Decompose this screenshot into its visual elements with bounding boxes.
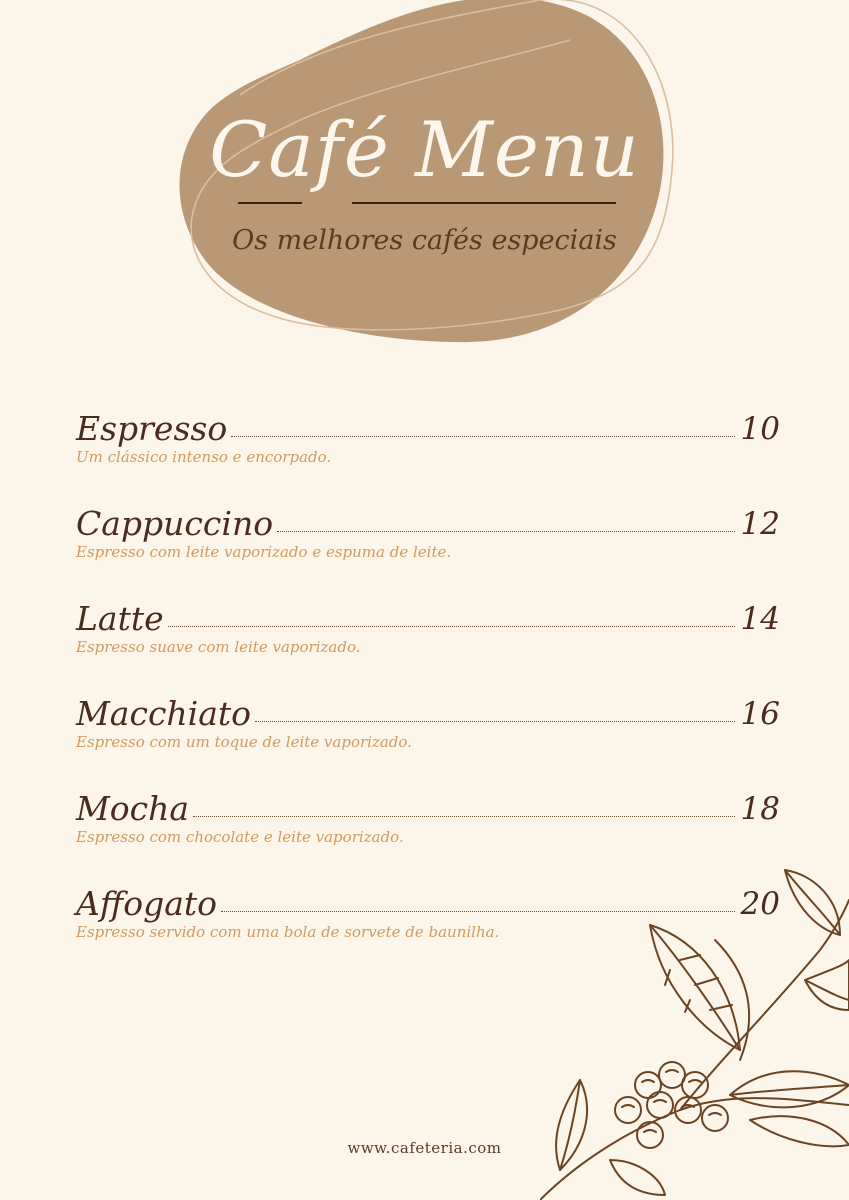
title-underline-left: [238, 202, 302, 204]
item-description: Um clássico intenso e encorpado.: [76, 448, 332, 466]
item-price: 12: [740, 506, 780, 542]
item-name: Latte: [76, 599, 164, 638]
item-name: Affogato: [76, 884, 218, 923]
item-description: Espresso com um toque de leite vaporizado.: [76, 733, 412, 751]
item-price: 10: [740, 411, 780, 447]
item-name: Cappuccino: [76, 504, 274, 543]
menu-item-latte: [76, 595, 780, 665]
dot-leader: [231, 435, 734, 437]
item-price: 16: [740, 696, 780, 732]
item-name: Espresso: [76, 409, 228, 448]
item-description: Espresso suave com leite vaporizado.: [76, 638, 361, 656]
menu-item-mocha: [76, 785, 780, 855]
item-price: 14: [740, 601, 780, 637]
item-description: Espresso com chocolate e leite vaporizado.: [76, 828, 404, 846]
item-price: 20: [740, 886, 780, 922]
page-title: Café Menu: [209, 105, 640, 194]
footer-website: www.cafeteria.com: [347, 1139, 502, 1157]
title-underline-right: [352, 202, 616, 204]
menu-item-espresso: [76, 405, 780, 475]
dot-leader: [168, 625, 735, 627]
page-subtitle: Os melhores cafés especiais: [232, 225, 617, 256]
menu-item-macchiato: [76, 690, 780, 760]
item-price: 18: [740, 791, 780, 827]
dot-leader: [277, 530, 734, 532]
item-name: Macchiato: [76, 694, 252, 733]
dot-leader: [255, 720, 735, 722]
dot-leader: [193, 815, 734, 817]
menu-item-cappuccino: [76, 500, 780, 570]
item-description: Espresso com leite vaporizado e espuma de leite.: [76, 543, 452, 561]
item-name: Mocha: [76, 789, 190, 828]
item-description: Espresso servido com uma bola de sorvete de baunilha.: [76, 923, 500, 941]
